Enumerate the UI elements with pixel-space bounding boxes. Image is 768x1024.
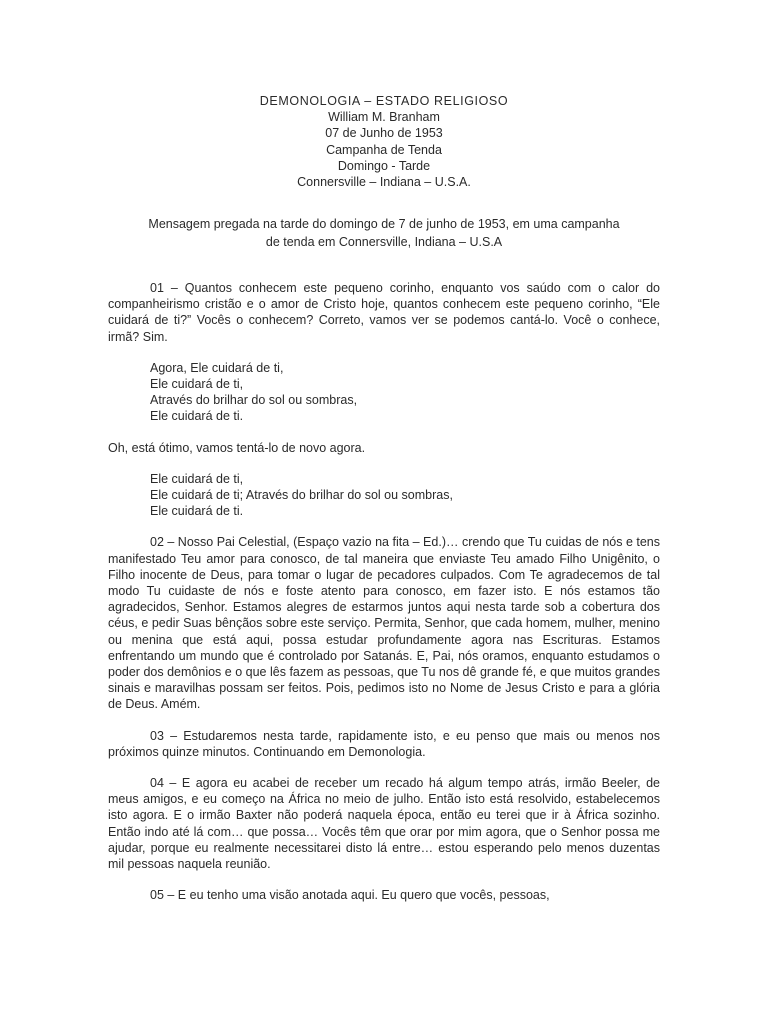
verse-line: Ele cuidará de ti,: [150, 471, 244, 486]
paragraph-01: 01 – Quantos conhecem este pequeno corinho, enquanto vos saúdo com o calor do companheirismo cristão e o amor de Cristo hoje, quantos conhecem este pequeno corinho, “Ele cuidará de ti?” Vocês o conhecem? Correto, vamos ver se podemos cantá-lo. Você o conhece, irmã? Sim.: [108, 281, 660, 344]
verse-block-2: [150, 471, 660, 520]
session-name: Domingo - Tarde: [337, 158, 431, 173]
verse-line: Ele cuidará de ti.: [150, 504, 244, 519]
paragraph-05: 05 – E eu tenho uma visão anotada aqui. Eu quero que vocês, pessoas,: [150, 888, 550, 903]
verse-line: Ele cuidará de ti,: [150, 377, 244, 392]
verse-line: Agora, Ele cuidará de ti,: [150, 360, 284, 375]
summary-line-1: Mensagem pregada na tarde do domingo de 7 de junho de 1953, em uma campanha: [148, 217, 620, 231]
sermon-summary: [108, 216, 660, 251]
verse-line: Ele cuidará de ti; Através do brilhar do sol ou sombras,: [150, 488, 453, 503]
document-body: [108, 280, 660, 919]
location: Connersville – Indiana – U.S.A.: [297, 175, 471, 190]
paragraph-03: 03 – Estudaremos nesta tarde, rapidamente isto, e eu penso que mais ou menos nos próximos quinze minutos. Continuando em Demonologia.: [108, 728, 660, 759]
verse-line: Através do brilhar do sol ou sombras,: [150, 393, 358, 408]
paragraph-04: 04 – E agora eu acabei de receber um recado há algum tempo atrás, irmão Beeler, de meus amigos, e eu começo na África no meio de julho. Então isto está resolvido, estabelecemos isto agora. E o irmão Baxter não poderá naquela época, então eu terei que ir à África sozinho. Então indo até lá com… que possa… Vocês têm que orar por mim agora, que o Senhor possa me ajudar, porque eu realmente necessitarei disto lá entre… estou esperando pelo menos duzentas mil pessoas naquela reunião.: [108, 776, 660, 872]
paragraph-again: Oh, está ótimo, vamos tentá-lo de novo agora.: [108, 440, 366, 455]
document-header: [0, 93, 768, 190]
author-name: William M. Branham: [328, 110, 440, 125]
paragraph-02: 02 – Nosso Pai Celestial, (Espaço vazio na fita – Ed.)… crendo que Tu cuidas de nós e tens manifestado Teu amor para conosco, de tal maneira que enviaste Teu amado Filho Unigênito, o Filho inocente de Deus, para tomar o lugar de pecadores culpados. Com Te agradecemos de tal modo Tu cuidaste de nós e foste atento para conosco, em fazer isto. E nós estamos tão agradecidos, Senhor. Estamos alegres de estarmos juntos aqui nesta tarde sob a cobertura dos céus, e pedir Suas bênçãos sobre este serviço. Permita, Senhor, que cada homem, mulher, menino ou menina que está aqui, possa estudar profundamente agora nas Escrituras. Estamos enfrentando um mundo que é controlado por Satanás. E, Pai, nós oramos, enquanto estudamos o poder dos demônios e o que lês fazem as pessoas, que Tu nos dê grande fé, e que muitos grandes sinais e maravilhas possam ser feitos. Pois, pedimos isto no Nome de Jesus Cristo e para a glória de Deus. Amém.: [108, 535, 661, 712]
sermon-date: 07 de Junho de 1953: [325, 126, 443, 141]
document-title: DEMONOLOGIA – ESTADO RELIGIOSO: [259, 94, 509, 108]
event-name: Campanha de Tenda: [326, 142, 442, 157]
verse-block-1: [150, 360, 660, 425]
verse-line: Ele cuidará de ti.: [150, 409, 244, 424]
summary-line-2: de tenda em Connersville, Indiana – U.S.A: [265, 234, 503, 249]
